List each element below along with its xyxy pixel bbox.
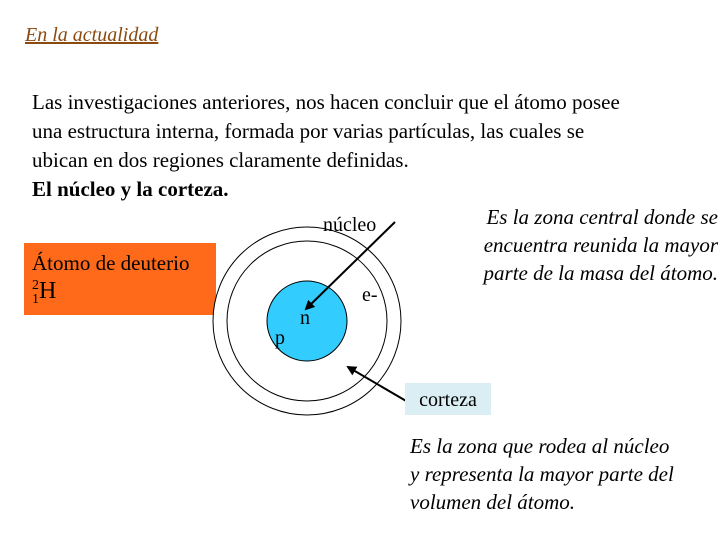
element-symbol: H	[39, 278, 57, 304]
atomic-number: 1	[32, 292, 39, 307]
intro-line: ubican en dos regiones claramente definidas.	[32, 148, 409, 172]
cortex-definition-line: Es la zona que rodea al núcleo	[410, 434, 670, 458]
deuterium-title: Átomo de deuterio	[32, 251, 190, 275]
proton-label: p	[275, 327, 285, 349]
section-heading: En la actualidad	[25, 24, 159, 46]
nucleus-definition-line: encuentra reunida la mayor	[483, 233, 718, 257]
cortex-definition-line: volumen del átomo.	[410, 490, 576, 514]
nucleus-label: núcleo	[323, 214, 377, 236]
electron-label: e-	[362, 284, 378, 306]
neutron-label: n	[300, 307, 310, 329]
intro-line: Las investigaciones anteriores, nos hacen concluir que el átomo posee	[32, 90, 620, 114]
cortex-definition-line: y representa la mayor parte del	[410, 462, 674, 486]
intro-bold-line: El núcleo y la corteza.	[32, 177, 229, 201]
cortex-label: corteza	[405, 383, 491, 415]
nucleus-definition	[398, 203, 718, 287]
mass-number: 2	[32, 278, 39, 293]
nucleus-definition-line: Es la zona central donde se	[486, 205, 718, 229]
intro-line: una estructura interna, formada por varias partículas, las cuales se	[32, 119, 585, 143]
cortex-definition	[410, 432, 720, 516]
nucleus-definition-line: parte de la masa del átomo.	[483, 261, 718, 285]
